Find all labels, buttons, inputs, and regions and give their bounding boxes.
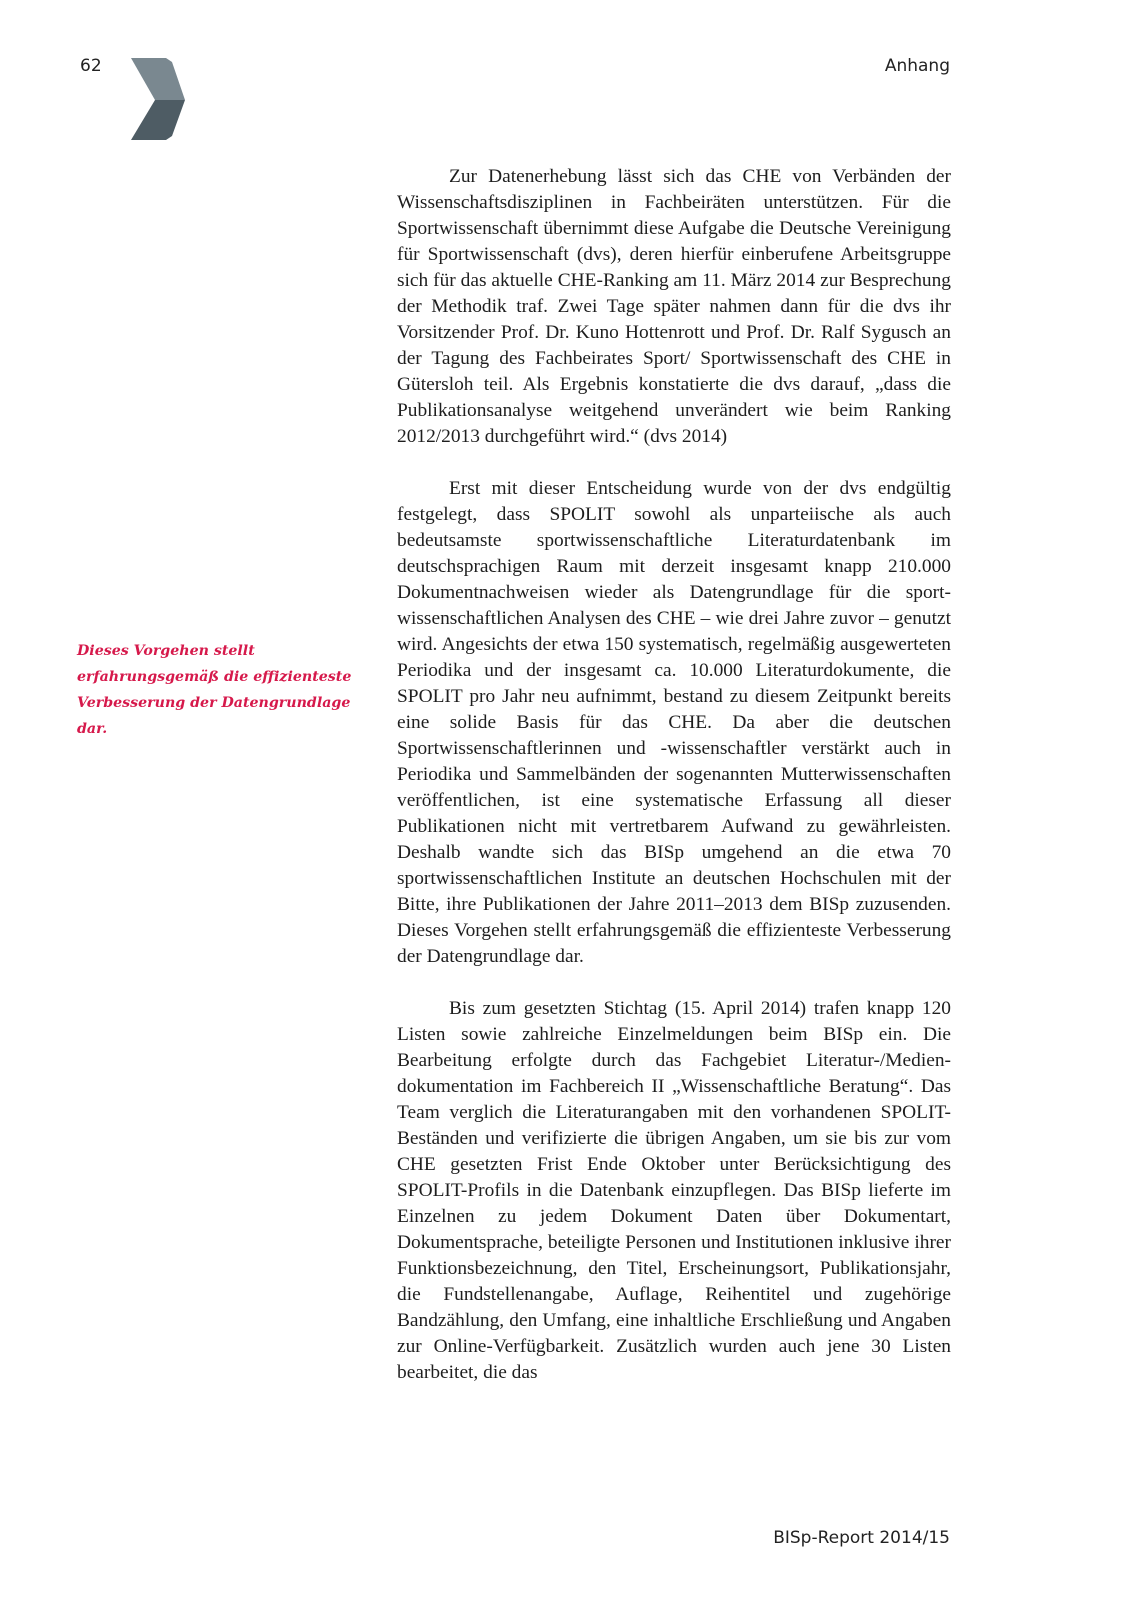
chevron-top-half	[131, 58, 185, 100]
margin-note: Dieses Vorgehen stellt erfahrungsgemäß die effizienteste Verbesserung der Datengrundlage dar.	[77, 643, 352, 737]
page-number: 62	[80, 56, 102, 76]
paragraph: Zur Datenerhebung lässt sich das CHE von Verbänden der Wissenschaftsdisziplinen in Fachbeiräten unterstützen. Für die Sportwissenschaft übernimmt diese Aufgabe die Deutsche Vereinigung für Sportwissenschaft (dvs), deren hierfür einberufene Arbeitsgruppe sich für das aktuelle CHE-Ranking am 11. März 2014 zur Besprechung der Methodik traf. Zwei Tage später nahmen dann für die dvs ihr Vorsitzender Prof. Dr. Kuno Hottenrott und Prof. Dr. Ralf Sygusch an der Tagung des Fachbeirates Sport/ Sportwissenschaft des CHE in Gütersloh teil. Als Ergebnis konstatierte die dvs darauf, „dass die Publikationsanalyse weitgehend unverändert wie beim Ranking 2012/2013 durchgeführt wird.“ (dvs 2014)	[397, 166, 951, 447]
main-text	[397, 164, 951, 1412]
footer-publication: BISp-Report 2014/15	[773, 1528, 950, 1548]
chevron-bottom-half	[131, 100, 185, 140]
chevron-right-icon	[128, 56, 188, 142]
paragraph: Erst mit dieser Entscheidung wurde von der dvs endgültig festgelegt, dass SPOLIT sowohl als unparteiische als auch bedeutsamste sportwissenschaftliche Literaturdatenbank im deutschsprachigen Raum mit derzeit insgesamt knapp 210.000 Dokumentnachweisen wieder als Datengrundlage für die sportwissenschaftlichen Analysen des CHE – wie drei Jahre zuvor – genutzt wird. Angesichts der etwa 150 systematisch, regelmäßig ausgewerteten Periodika und der insgesamt ca. 10.000 Literaturdokumente, die SPOLIT pro Jahr neu aufnimmt, bestand zu diesem Zeitpunkt bereits eine solide Basis für das CHE. Da aber die deutschen Sportwissenschaftlerinnen und -wissenschaftler verstärkt auch in Periodika und Sammelbänden der sogenannten Mutterwissenschaften veröffentlichen, ist eine systematische Erfassung all dieser Publikationen nicht mit vertretbarem Aufwand zu gewährleisten. Deshalb wandte sich das BISp umgehend an die etwa 70 sportwissenschaftlichen Institute an deutschen Hochschulen mit der Bitte, ihre Publikationen der Jahre 2011–2013 dem BISp zuzusenden. Dieses Vorgehen stellt erfahrungsgemäß die effizienteste Verbesserung der Datengrundlage dar.	[397, 478, 951, 967]
section-title: Anhang	[884, 56, 950, 76]
paragraph: Bis zum gesetzten Stichtag (15. April 2014) trafen knapp 120 Listen sowie zahlreiche Einzelmeldungen beim BISp ein. Die Bearbeitung erfolgte durch das Fachgebiet Literatur-/Mediendokumentation im Fachbereich II „Wissenschaftliche Beratung“. Das Team verglich die Literaturangaben mit den vorhandenen SPOLIT-Beständen und verifizierte die übrigen Angaben, um sie bis zur vom CHE gesetzten Frist Ende Oktober unter Berücksichtigung des SPOLIT-Profils in die Datenbank einzupflegen. Das BISp lieferte im Einzelnen zu jedem Dokument Daten über Dokumentart, Dokumentsprache, beteiligte Personen und Institutionen inklusive ihrer Funktionsbezeichnung, den Titel, Erscheinungsort, Publikationsjahr, die Fundstellenangabe, Auflage, Reihentitel und zugehörige Bandzählung, den Umfang, eine inhaltliche Erschließung und Angaben zur Online-Verfügbarkeit. Zusätzlich wurden auch jene 30 Listen bearbeitet, die das	[397, 998, 951, 1383]
